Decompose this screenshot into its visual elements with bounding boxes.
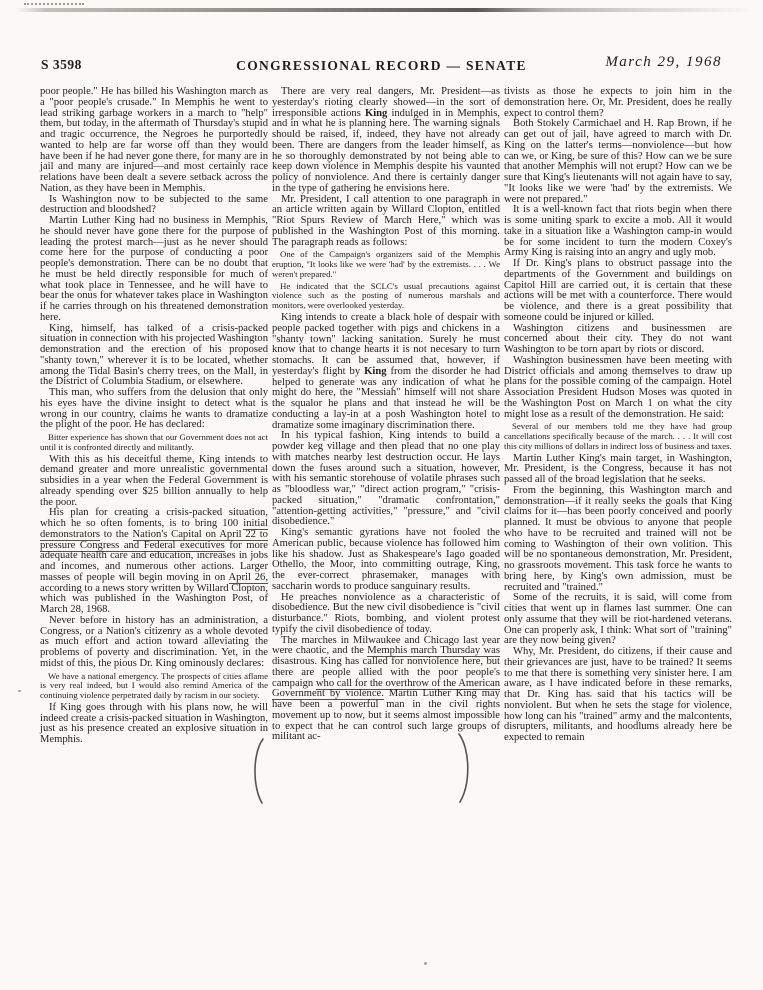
pen-bolded-name: King — [364, 365, 387, 377]
pen-left-paren-mark — [250, 738, 266, 804]
page-title: CONGRESSIONAL RECORD — SENATE — [236, 58, 527, 73]
paragraph: If Dr. King's plans to obstruct passage into the departments of the Government and buildings on Capitol Hill are carried out, it is certain that these actions will be met with a counterforce. There would be violence, and there is a great possibility that someone could be injured or killed. — [504, 258, 732, 323]
text-segment: indulged in in Memphis, and in what he is planning here. The warning signals should be raised, if, indeed, they have not already been. There are dangers from the leader himself, as he so thoroughly demonstrated by not being able to keep down violence in Memphis despite his vaunted policy of nonviolence. And there is certainly danger in the type of gathering he envisions here. — [272, 107, 500, 194]
paragraph-with-pen-underlines — [40, 508, 268, 616]
paragraph: Is Washington now to be subjected to the same destruction and bloodshed? — [40, 193, 268, 216]
paragraph: This man, who suffers from the delusion that only his eyes have the divine insight to detect what is wrong in our country, claims he wants to dramatize the plight of the poor. He has declared: — [40, 387, 268, 431]
text-segment: for more adequate health care and education, increases in jobs and incomes, and numerous other actions. Larger masses of people will begin moving in on — [40, 539, 268, 583]
block-quote: One of the Campaign's organizers said of the Memphis eruption, "It looks like we were 'had' by the extremists. . . . We weren't prepared." — [272, 249, 500, 279]
paragraph-marked-with-parens: He preaches nonviolence as a characteristic of disobedience. But the new civil disobedience is "civil disturbance." Riots, bombing, and violent protest typify the civil disobedience of today. — [272, 591, 500, 635]
paragraph: Never before in history has an administration, a Congress, or a Nation's citizenry as a whole devoted as much effort and action toward alleviating the problems of poverty and discrimination. Yet, in the midst of this, the pious Dr. King ominously declares: — [40, 614, 268, 669]
column-3 — [504, 87, 732, 746]
paragraph: tivists as those he expects to join him in the demonstration here. Or, Mr. President, does he really expect to control them? — [504, 86, 732, 119]
paragraph: In his typical fashion, King intends to build a powder keg village and then plead that no one play with matches nearby lest destruction occur. He lays down the fuses around such a situation, however, with his semantic storehouse of volatile phrases such as "bloodless war," "direct action program," "crisis-packed situation," "dramatic confrontation," "attention-getting activities," "pressure," and "civil disobedience." — [272, 430, 500, 528]
pen-underlined-text: April 26, — [228, 571, 268, 583]
paragraph: King's semantic gyrations have not fooled the American public, because violence has followed him like his shadow. Just as Shakespeare's Iago goaded Othello, the Moor, into committing outrage, King, the ever-correct phrasemaker, manages with saccharin words to produce sanguinary results. — [272, 527, 500, 592]
column-2 — [272, 87, 500, 746]
paragraph: Both Stokely Carmichael and H. Rap Brown, if he can get out of jail, have agreed to march with Dr. King on the latter's terms—nonviolence—but how can we, or King, be sure of this? How can we be sure that another Memphis will not erupt? How can we be sure that King's lieutenants will not again have to say, "It looks like we were 'had' by the extremists. We were not prepared." — [504, 118, 732, 205]
text-columns — [40, 87, 732, 746]
scan-speck — [424, 962, 427, 965]
text-segment: Martin Luther King may have been a powerful man in the civil rights movement up to now, but it seems almost impossible to expect that he can control such large groups of militant ac- — [272, 688, 500, 743]
pen-underlined-text: Memphis march Thursday was — [367, 645, 501, 657]
paragraph: Martin Luther King had no business in Memphis, he should never have gone there for the purpose of leading the protest march—just as he never should come here for the purpose of conducting a poor people's demonstration. There can be no doubt that he must be held directly responsible for much of what took place in Tennessee, and he will have to bear the onus for whatever takes place in Washington if he carries through on his threatened demonstration here. — [40, 215, 268, 323]
column-1 — [40, 87, 268, 746]
pen-underlined-text: initial demonstrators — [40, 518, 268, 540]
scan-artifact-top-streak — [16, 8, 756, 12]
block-quote: Several of our members told me they have had group cancellations specifically because of the march. . . . It will cost this city millions of dollars in indirect loss of business and taxes. — [504, 421, 732, 451]
paragraph: Washington businessmen have been meeting with District officials and among themselves to draw up plans for the possible coming of the campaign. Hotel Association President Hudson Moses was quoted in the Washington Post on March 1 on what the city might lose as a result of the demonstration. He said: — [504, 354, 732, 420]
text-segment: from the disorder he had helped to generate was any indication of what he might do here, the "Messiah" himself will not share the squalor he plans and that instead he will be conducting a lay-in at a posh Washington hotel to dramatize some imaginary discrimination there. — [272, 365, 500, 431]
paragraph: Martin Luther King's main target, in Washington, Mr. President, is the Congress, because it has not passed all of the broad legislation that he seeks. — [504, 452, 732, 486]
paragraph: From the beginning, this Washington march and demonstration—if it really seeks the goals that King claims for it—has been poorly conceived and poorly planned. It must be obvious to anyone that people who have to be recruited and trained will not be coming to Washington of their own volition. This will be no spontaneous demonstration, Mr. President, no grassroots movement. This task force he wants to bring here, by King's own admission, must be recruited and "trained." — [504, 484, 732, 593]
text-segment: to the — [100, 528, 133, 540]
paragraph: poor people." He has billed his Washington march as a "poor people's crusade." In Memphis he went to lead striking garbage workers in a march to "help" them, but today, in the aftermath of Thursday's stupid and tragic occurrence, the Negroes he purportedly wanted to help are far worse off than they would have been if he had never gone there, for many are in jail and many are injured—and most certainly race relations have been dealt a severe setback across the Nation, as they have been in Memphis. — [40, 86, 268, 194]
paragraph: King, himself, has talked of a crisis-packed situation in connection with his projected Washington demonstration and the erection of his proposed "shanty town," wherever it is to be located, whether among the Tidal Basin's cherry trees, on the Mall, in the District of Columbia Stadium, or elsewhere. — [40, 322, 268, 388]
text-segment: King intends to create a black hole of despair with people packed together with pigs and chickens in a "shanty town" lacking sanitation. Surely he must know that to change hearts it is not necesary to turn stomachs. It can be assumed that, however, if yesterday's flight by — [272, 312, 500, 377]
paragraph: It is a well-known fact that riots begin when there is some uniting spark to excite a mob. All it would take in a situation like a Washington camp-in would be for some incident to turn the modern Coxey's Army King is raising into an angry and ugly mob. — [504, 204, 732, 259]
pen-bolded-name: King — [364, 107, 388, 119]
block-quote: We have a national emergency. The prospects of cities aflame is very real indeed, but I would also remind America of the continuing violence perpetrated daily by racism in our society. — [40, 670, 268, 701]
scan-artifact-corner-dots — [24, 3, 84, 8]
paragraph: With this as his deceitful theme, King intends to demand greater and more unrealistic governmental subsidies in a year when the Federal Government is already spending over $25 billion annually to help the poor. — [40, 453, 268, 508]
paragraph: Mr. President, I call attention to one paragraph in an article written again by Willard Clopton, entitled "Riot Spurs Review of March Here," which was published in the Washington Post of this morning. The paragraph reads as follows: — [272, 193, 500, 248]
paragraph: Some of the recruits, it is said, will come from cities that went up in flames last summer. One can only assume that they will be riot-hardened veterans. One can properly ask, I think: What sort of "training" are they now being given? — [504, 592, 732, 647]
text-segment: disastrous. King has called for nonviolence here, but there are people allied with the poor people's campaign — [272, 656, 500, 689]
pen-underlined-text: who call for the overthrow of the American Government by violence. — [272, 677, 500, 700]
text-segment: There are very real dangers, Mr. President—as yesterday's rioting clearly showed—in the sort of irresponsible actions — [272, 86, 500, 119]
paragraph: Washington citizens and businessmen are concerned about their city. They do not want Washington to be torn apart by riots or discord. — [504, 322, 732, 355]
paragraph — [272, 87, 500, 195]
pen-underlined-text: Nation's Capital on April 22 to pressure Congress and Federal executives — [40, 528, 268, 551]
page-number: S 3598 — [41, 57, 82, 72]
block-quote: He indicated that the SCLC's usual precautions against violence such as the posting of numerous marshals and monitors, were overlooked yesterday. — [272, 280, 500, 311]
page-date: March 29, 1968 — [605, 54, 722, 70]
block-quote: Bitter experience has shown that our Government does not act until it is confronted directly and militantly. — [40, 432, 268, 452]
scan-speck — [18, 690, 21, 692]
paragraph: If King goes through with his plans now, he will indeed create a crisis-packed situation in Washington, just as his presence created an explosive situation in Memphis. — [40, 701, 268, 746]
paragraph: Why, Mr. President, do citizens, if their cause and their grievances are just, have to be trained? It seems to me that there is something very sinister here. I am aware, as I have indicated before in these remarks, that Dr. King has said that his tactics will be nonviolent. But when he sets the stage for violence, how long can his "trained" army and the malcontents, disrupters, militants, and hoodlums already here be expected to remain — [504, 646, 732, 744]
scan-speck — [590, 695, 592, 697]
scan-speck — [585, 562, 587, 564]
paragraph-with-pen-underlines — [272, 636, 500, 744]
paragraph — [272, 313, 500, 431]
text-segment: The marches in Milwaukee and Chicago last year were chaotic, and the — [272, 634, 500, 657]
text-segment: according to a news story written by Willard Clopton, which was published in the Washington Post, of March 28, 1968. — [40, 582, 268, 616]
text-segment: His plan for creating a crisis-packed situation, which he so often foments, is to bring 100 — [40, 507, 268, 530]
